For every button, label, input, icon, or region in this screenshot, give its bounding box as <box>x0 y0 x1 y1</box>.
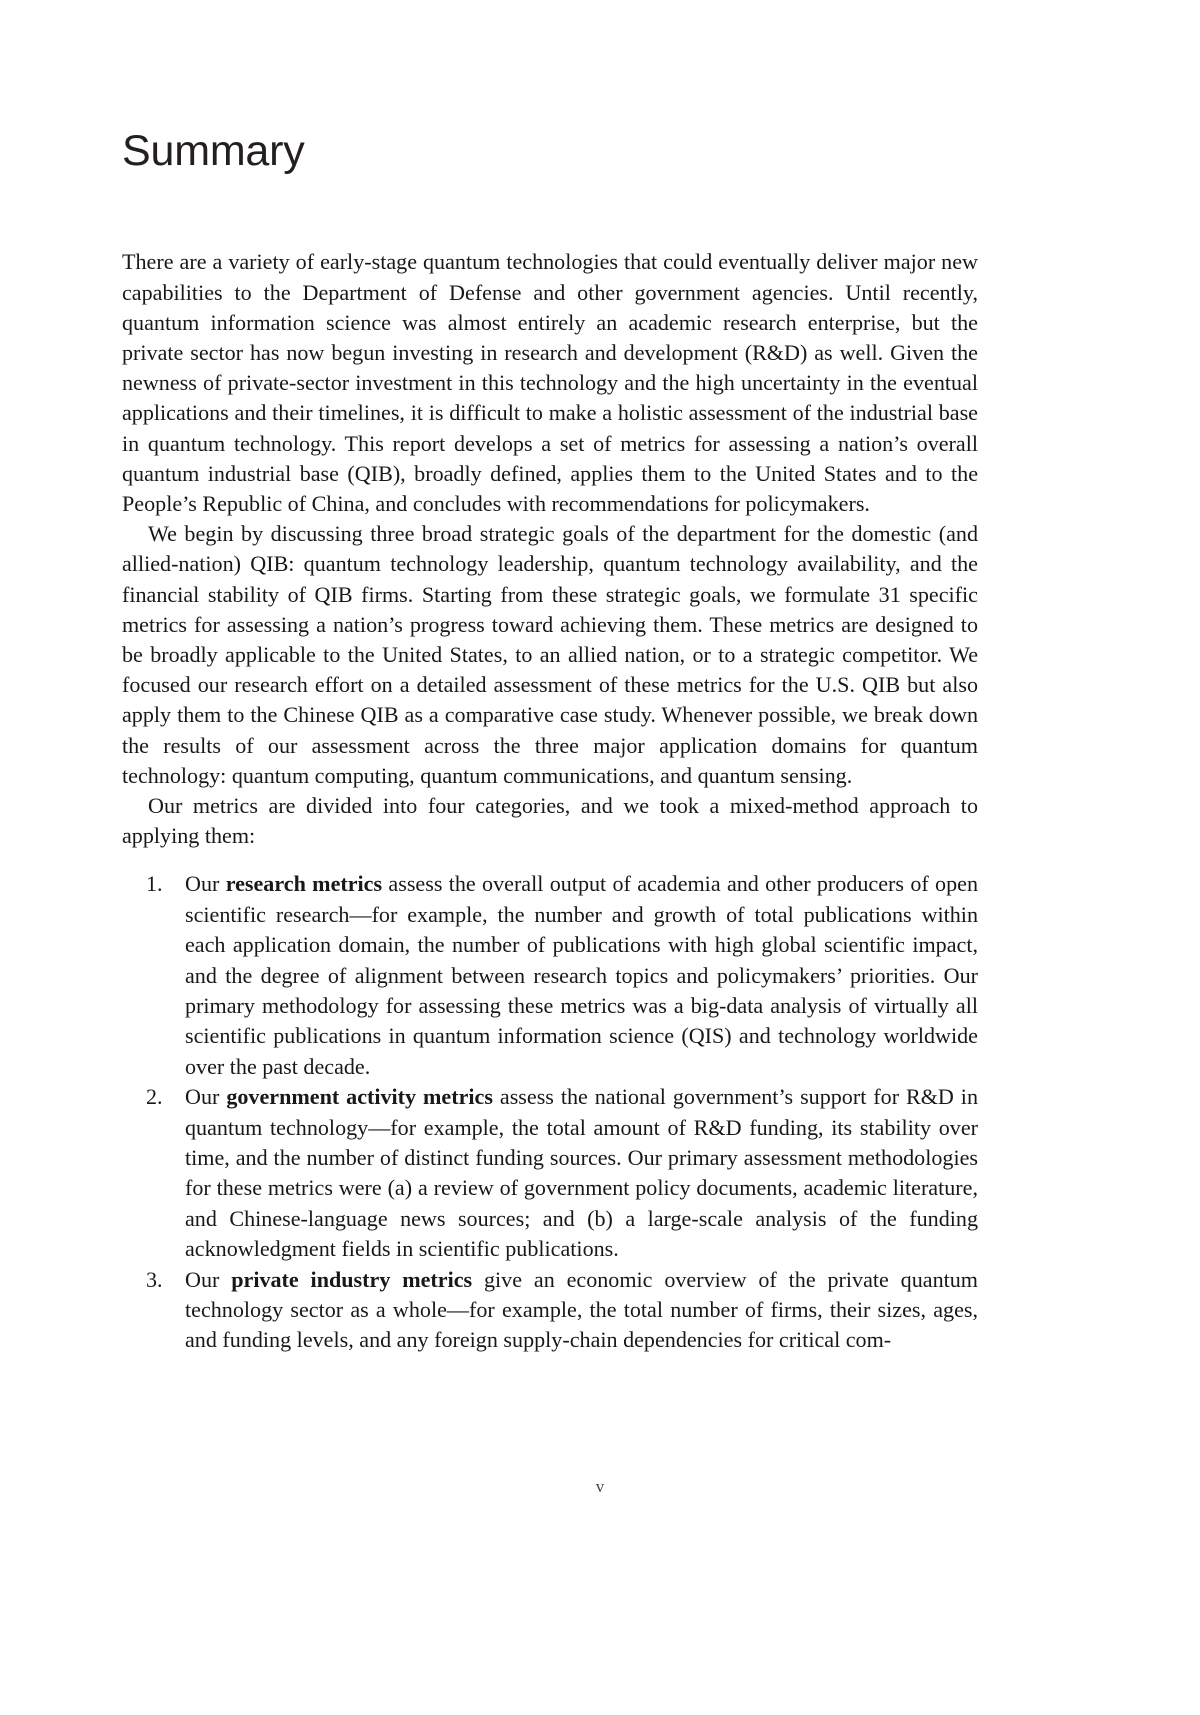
list-spacer <box>122 851 978 869</box>
metrics-category-list <box>122 869 978 1356</box>
list-marker: 1. <box>146 871 163 897</box>
list-item <box>122 1082 978 1264</box>
list-item-rest: assess the overall output of academia and other producers of open scientific research—for example, the number and growth of total publications within each application domain, the number of publications with high global scientific impact, and the degree of alignment between research topics and policymakers’ priorities. Our primary methodology for assessing these metrics was a big-data analysis of virtually all scientific publications in quantum information science (QIS) and technology worldwide over the past decade. <box>185 871 978 1079</box>
list-item-text <box>185 1265 978 1356</box>
page-title: Summary <box>122 127 305 175</box>
paragraph-metric-categories: Our metrics are divided into four categories, and we took a mixed-method approach to applying them: <box>122 792 978 849</box>
list-item-lead-prefix: Our <box>185 1084 227 1110</box>
paragraph-strategic-goals: We begin by discussing three broad strategic goals of the department for the domestic (and allied-nation) QIB: quantum technology leadership, quantum technology availability, and the financial stability of QIB firms. Starting from these strategic goals, we formulate 31 specific metrics for assessing a nation’s progress toward achieving them. These metrics are designed to be broadly applicable to the United States, to an allied nation, or to a strategic competitor. We focused our research effort on a detailed assessment of these metrics for the U.S. QIB but also apply them to the Chinese QIB as a comparative case study. Whenever possible, we break down the results of our assessment across the three major application domains for quantum technology: quantum computing, quantum communications, and quantum sensing. <box>122 521 978 788</box>
list-item-lead-prefix: Our <box>185 1266 232 1292</box>
list-marker: 2. <box>146 1084 163 1110</box>
list-item-rest: give an economic overview of the private quantum technology sector as a whole—for example, the total number of firms, their sizes, ages, and funding levels, and any foreign supply-chain dependencies for critical com- <box>185 1266 978 1353</box>
list-marker: 3. <box>146 1266 163 1292</box>
list-item-text <box>185 869 978 1082</box>
list-item-text <box>185 1082 978 1264</box>
paragraph-intro: There are a variety of early-stage quantum technologies that could eventually deliver major new capabilities to the Department of Defense and other government agencies. Until recently, quantum information science was almost entirely an academic research enterprise, but the private sector has now begun investing in research and development (R&D) as well. Given the newness of private-sector investment in this technology and the high uncertainty in the eventual applications and their timelines, it is difficult to make a holistic assessment of the industrial base in quantum technology. This report develops a set of metrics for assessing a nation’s overall quantum industrial base (QIB), broadly defined, applies them to the United States and to the People’s Republic of China, and concludes with recommendations for policymakers. <box>122 249 978 516</box>
list-item <box>122 1265 978 1356</box>
page-number: v <box>595 1477 605 1496</box>
list-item-lead-prefix: Our <box>185 871 226 897</box>
list-item <box>122 869 978 1082</box>
list-item-lead-bold: government activity metrics <box>226 1084 493 1110</box>
list-item-lead-bold: private industry metrics <box>231 1266 473 1292</box>
page-content <box>122 128 978 1356</box>
list-item-lead-bold: research metrics <box>225 871 383 897</box>
list-item-rest: assess the national government’s support for R&D in quantum technology—for example, the total amount of R&D funding, its stability over time, and the number of distinct funding sources. Our primary assessment methodologies for these metrics were (a) a review of government policy documents, academic literature, and Chinese-language news sources; and (b) a large-scale analysis of the funding acknowledgment fields in scientific publications. <box>185 1084 978 1262</box>
